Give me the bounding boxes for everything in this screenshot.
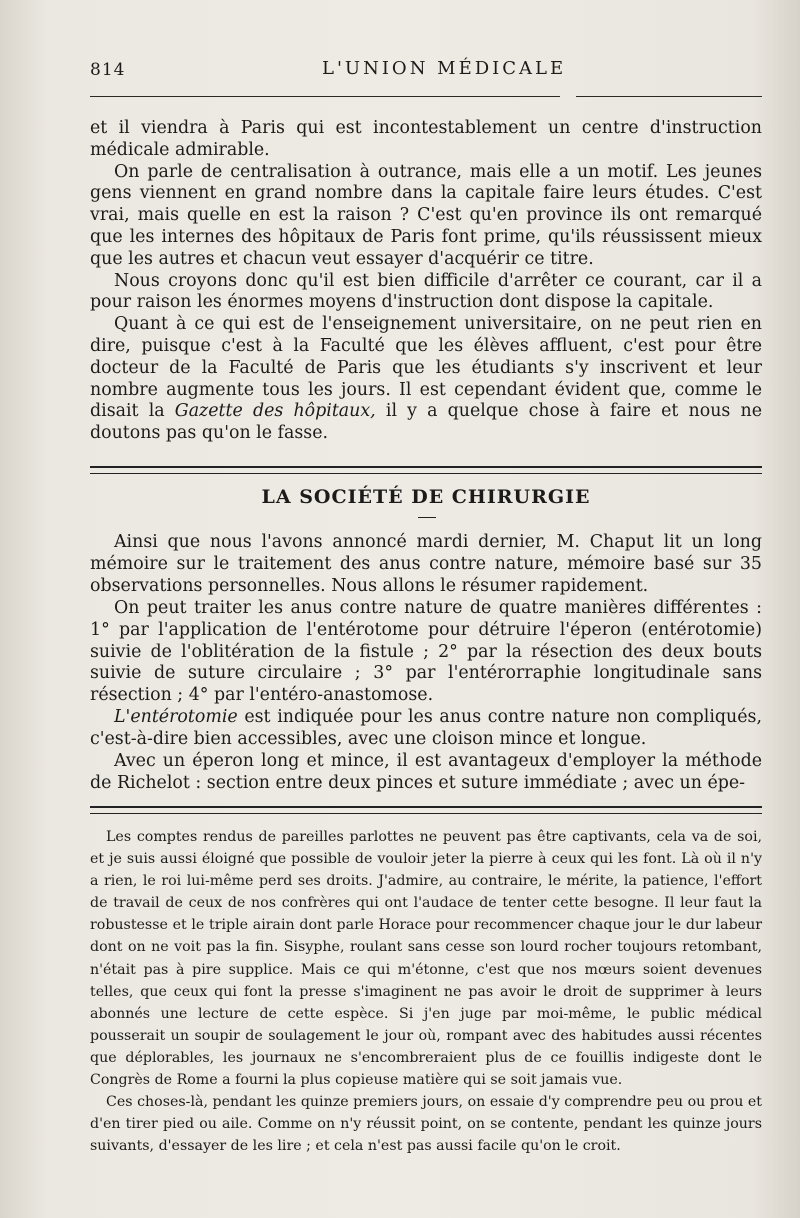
header-rule-left: [90, 96, 560, 97]
section-title: LA SOCIÉTÉ DE CHIRURGIE: [261, 486, 591, 508]
enterotomie-text: est indiquée pour les anus contre nature non compliqués, c'est-à-dire bien accessibles, avec une cloison mince et longue.: [90, 707, 762, 750]
paragraph-continuation: et il viendra à Paris qui est incontestablement un centre d'instruction médicale admirable.: [90, 118, 762, 160]
article-paragraph-enterotomie: [90, 707, 762, 751]
article-paragraph-eperon: Avec un éperon long et mince, il est avantageux d'employer la méthode de Richelot : section entre deux pinces et suture immédiate ; avec un épe-: [90, 751, 762, 793]
page-number: 814: [90, 60, 126, 80]
footnote-block: [90, 826, 762, 1157]
paragraph-enseignement-start: Quant à ce qui est de l'enseignement universitaire, on ne peut rien en dire, puisque c'est à la Faculté que les élèves affluent, c'est pour être docteur de la Faculté de Paris que les étudiants s'y inscrivent et leur nombre augmente tous les jours. Il est cependant évident que, comme le disait la: [90, 314, 762, 422]
paragraph-courant: Nous croyons donc qu'il est bien difficile d'arrêter ce courant, car il a pour raison les énormes moyens d'instruction dont dispose la capitale.: [90, 270, 762, 313]
journal-title: L'UNION MÉDICALE: [322, 58, 567, 79]
gazette-title: Gazette des hôpitaux,: [174, 401, 376, 422]
footnote-paragraph-2: Ces choses-là, pendant les quinze premiers jours, on essaie d'y comprendre peu ou prou et d'en tirer pied ou aile. Comme on n'y réussit point, on se contente, pendant les quinze jours suivants, d'essayer de les lire ; et cela n'est pas aussi facile qu'on le croit.: [90, 1094, 762, 1155]
article-paragraph-intro: Ainsi que nous l'avons annoncé mardi dernier, M. Chaput lit un long mémoire sur le traitement des anus contre nature, mémoire basé sur 35 observations personnelles. Nous allons le résumer rapidement.: [90, 532, 762, 596]
intro-text: [90, 118, 762, 445]
article-body: [90, 532, 762, 795]
footnote-divider: [90, 806, 762, 814]
paragraph-enseignement-end: il y a quelque chose à faire et nous ne doutons pas qu'on le fasse.: [90, 401, 762, 444]
running-header: [90, 58, 762, 84]
footnote-paragraph-1: Les comptes rendus de pareilles parlottes ne peuvent pas être captivants, cela va de soi, et je suis aussi éloigné que possible de vouloir jeter la pierre à ceux qui les font. Là où il n'y a rien, le roi lui-même perd ses droits. J'admire, au contraire, le mérite, la patience, l'effort de travail de ceux de nos confrères qui ont l'audace de tenter cette besogne. Il leur faut la robustesse et le triple airain dont parle Horace pour recommencer chaque jour le dur labeur dont on ne voit pas la fin. Sisyphe, roulant sans cesse son lourd rocher toujours retombant, n'était pas à pire supplice. Mais ce qui m'étonne, c'est que nos mœurs soient devenues telles, que ceux qui font la presse s'imaginent ne pas avoir le droit de supprimer à leurs abonnés une lecture de cette espèce. Si j'en juge par moi-même, le public médical pousserait un soupir de soulagement le jour où, rompant avec des habitudes aussi récentes que déplorables, les journaux ne s'encombreraient plus de ce fouillis indigeste dont le Congrès de Rome a fourni la plus copieuse matière qui se soit jamais vue.: [90, 829, 762, 1089]
article-paragraph-methods: On peut traiter les anus contre nature de quatre manières différentes : 1° par l'application de l'entérotome pour détruire l'éperon (entérotomie) suivie de l'oblitération de la fistule ; 2° par la résection des deux bouts suivie de suture circulaire ; 3° par l'entérorraphie longitudinale sans résection ; 4° par l'entéro-anastomose.: [90, 597, 762, 706]
paragraph-enseignement: [90, 314, 762, 445]
paragraph-centralisation: On parle de centralisation à outrance, mais elle a un motif. Les jeunes gens viennent en grand nombre dans la capitale faire leurs études. C'est vrai, mais quelle en est la raison ? C'est qu'en province ils ont remarqué que les internes des hôpitaux de Paris font prime, qu'ils réussissent mieux que les autres et chacun veut essayer d'acquérir ce titre.: [90, 161, 762, 269]
enterotomie-term: L'entérotomie: [114, 707, 238, 728]
section-divider-top: [90, 466, 762, 474]
title-dash: [418, 517, 436, 518]
header-rule-right: [576, 96, 762, 97]
